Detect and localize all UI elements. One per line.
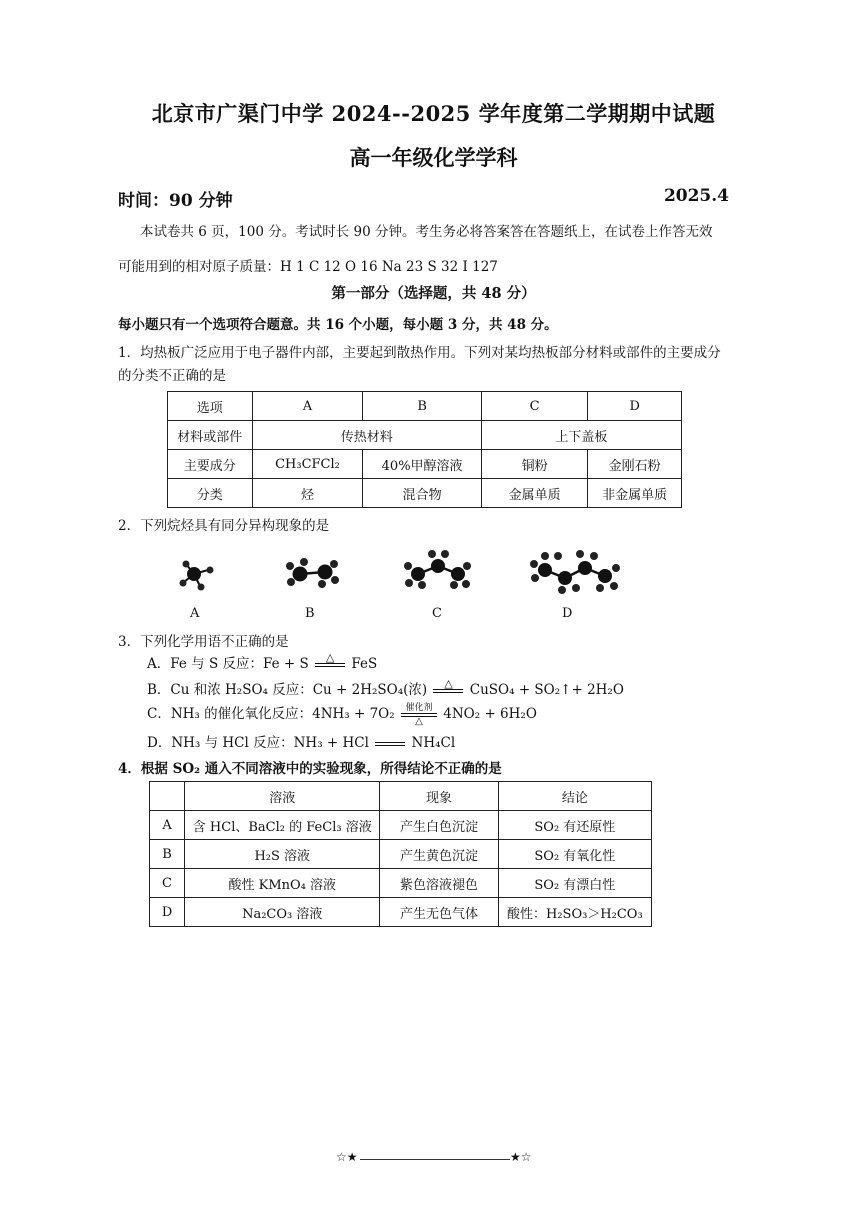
table-cell: D bbox=[150, 898, 185, 927]
molecule-label: C bbox=[432, 606, 442, 621]
table-cell: 选项 bbox=[168, 392, 253, 421]
exam-subtitle: 高一年级化学学科 bbox=[349, 145, 518, 170]
table-cell: Na₂CO₃ 溶液 bbox=[185, 898, 380, 927]
q3-option-b: B．Cu 和浓 H₂SO₄ 反应：Cu + 2H₂SO₄(浓) △ CuSO₄ + SO₂↑+ 2H₂O bbox=[147, 676, 624, 698]
table-row bbox=[150, 869, 652, 898]
molecule-label: A bbox=[190, 606, 200, 621]
part1-title: 第一部分（选择题，共 48 分） bbox=[331, 285, 536, 302]
table-cell: 传热材料 bbox=[252, 421, 481, 450]
table-cell: 烃 bbox=[252, 479, 363, 508]
q1-stem-line1: 1．均热板广泛应用于电子器件内部，主要起到散热作用。下列对某均热板部分材料或部件的主要成分 bbox=[118, 345, 721, 361]
footer-divider bbox=[360, 1159, 510, 1160]
table-cell: C bbox=[150, 869, 185, 898]
table-row bbox=[168, 450, 682, 479]
table-cell: A bbox=[150, 811, 185, 840]
q3-option-c: C．NH₃ 的催化氧化反应：4NH₃ + 7O₂ 催化剂 △ 4NO₂ + 6H₂O bbox=[147, 702, 537, 727]
table-cell: 混合物 bbox=[363, 479, 482, 508]
q2-stem: 2．下列烷烃具有同分异构现象的是 bbox=[118, 518, 330, 534]
table-cell: 40%甲醇溶液 bbox=[363, 450, 482, 479]
q4-stem: 4．根据 SO₂ 通入不同溶液中的实验现象，所得结论不正确的是 bbox=[118, 761, 502, 777]
q4-table bbox=[149, 781, 652, 927]
table-cell: 产生无色气体 bbox=[380, 898, 498, 927]
table-cell: 产生白色沉淀 bbox=[380, 811, 498, 840]
q3-option-a: A．Fe 与 S 反应：Fe + S △ FeS bbox=[147, 650, 378, 672]
exam-instruction: 本试卷共 6 页，100 分。考试时长 90 分钟。考生务必将答案答在答题纸上，在试卷上作答无效 bbox=[140, 224, 713, 240]
table-row bbox=[168, 392, 682, 421]
table-row bbox=[150, 840, 652, 869]
table-cell: 非金属单质 bbox=[588, 479, 682, 508]
molecule-label: D bbox=[562, 606, 573, 621]
q3-option-d: D．NH₃ 与 HCl 反应：NH₃ + HCl NH₄Cl bbox=[147, 735, 456, 751]
table-cell: 铜粉 bbox=[481, 450, 588, 479]
table-cell: H₂S 溶液 bbox=[185, 840, 380, 869]
molecule-d-icon bbox=[530, 550, 620, 594]
q1-stem-line2: 的分类不正确的是 bbox=[118, 368, 226, 384]
table-row bbox=[150, 898, 652, 927]
table-cell bbox=[150, 782, 185, 811]
table-row bbox=[168, 421, 682, 450]
table-cell: 产生黄色沉淀 bbox=[380, 840, 498, 869]
q1-table bbox=[167, 391, 682, 508]
table-cell: 含 HCl、BaCl₂ 的 FeCl₃ 溶液 bbox=[185, 811, 380, 840]
table-cell: 结论 bbox=[498, 782, 651, 811]
molecule-c-icon bbox=[404, 550, 471, 589]
table-cell: B bbox=[150, 840, 185, 869]
molecule-a-icon bbox=[180, 561, 214, 591]
table-row bbox=[150, 811, 652, 840]
table-cell: SO₂ 有漂白性 bbox=[498, 869, 651, 898]
molecule-label: B bbox=[305, 606, 315, 621]
exam-title: 北京市广渠门中学 2024--2025 学年度第二学期期中试题 bbox=[151, 101, 716, 126]
table-cell: 溶液 bbox=[185, 782, 380, 811]
table-cell: 分类 bbox=[168, 479, 253, 508]
table-cell: 主要成分 bbox=[168, 450, 253, 479]
footer-stars-left: ☆★ bbox=[336, 1150, 358, 1164]
table-cell: SO₂ 有氧化性 bbox=[498, 840, 651, 869]
exam-time: 时间：90 分钟 bbox=[118, 191, 233, 211]
table-cell: A bbox=[252, 392, 363, 421]
table-cell: SO₂ 有还原性 bbox=[498, 811, 651, 840]
table-cell: B bbox=[363, 392, 482, 421]
table-cell: 酸性：H₂SO₃＞H₂CO₃ bbox=[498, 898, 651, 927]
table-row bbox=[168, 479, 682, 508]
part1-note: 每小题只有一个选项符合题意。共 16 个小题，每小题 3 分，共 48 分。 bbox=[118, 317, 558, 333]
exam-date: 2025.4 bbox=[663, 186, 729, 206]
table-row bbox=[150, 782, 652, 811]
table-cell: 紫色溶液褪色 bbox=[380, 869, 498, 898]
q2-molecule-models bbox=[160, 540, 630, 605]
table-cell: C bbox=[481, 392, 588, 421]
atomic-masses: 可能用到的相对原子质量：H 1 C 12 O 16 Na 23 S 32 I 127 bbox=[118, 259, 498, 275]
table-cell: D bbox=[588, 392, 682, 421]
table-cell: CH₃CFCl₂ bbox=[252, 450, 363, 479]
table-cell: 上下盖板 bbox=[481, 421, 681, 450]
table-cell: 酸性 KMnO₄ 溶液 bbox=[185, 869, 380, 898]
table-cell: 金刚石粉 bbox=[588, 450, 682, 479]
table-cell: 材料或部件 bbox=[168, 421, 253, 450]
q3-stem: 3．下列化学用语不正确的是 bbox=[118, 634, 289, 650]
table-cell: 现象 bbox=[380, 782, 498, 811]
molecule-b-icon bbox=[286, 558, 339, 588]
footer-stars-right: ★☆ bbox=[510, 1150, 532, 1164]
table-cell: 金属单质 bbox=[481, 479, 588, 508]
